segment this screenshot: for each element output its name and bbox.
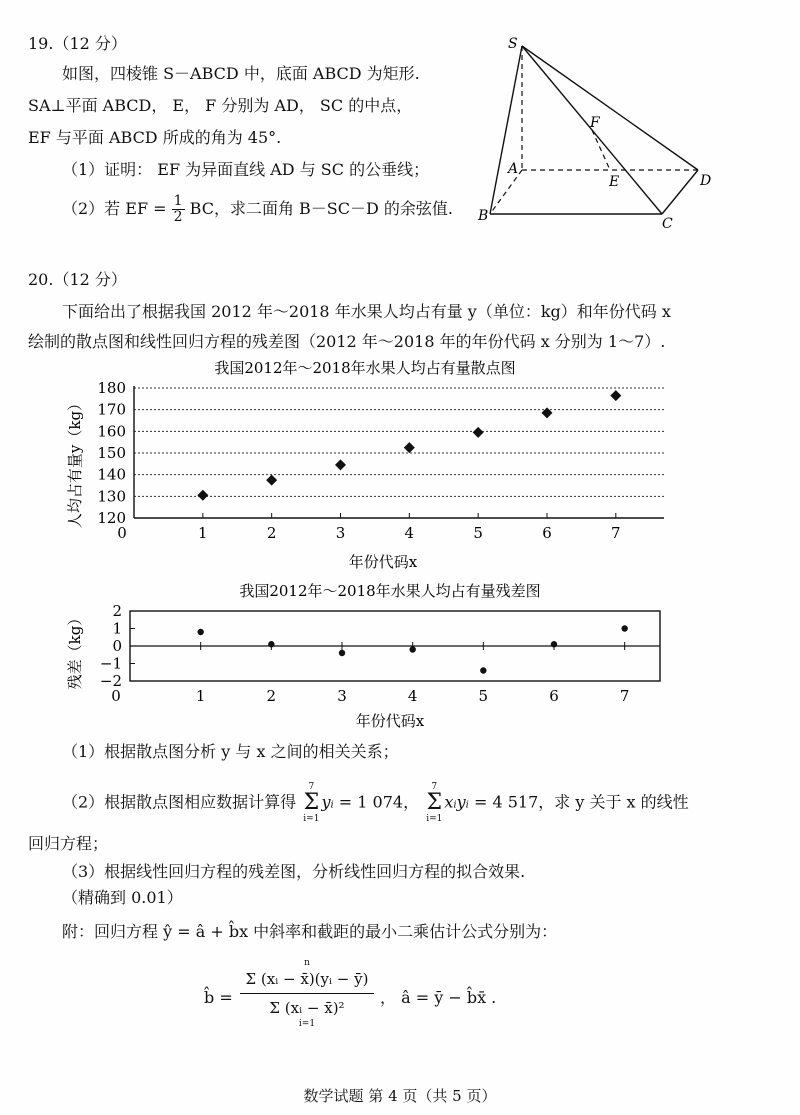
residual-point — [339, 650, 345, 656]
y-tick-label: 160 — [97, 422, 126, 441]
formula-b-hat: b̂ = — [204, 988, 233, 1007]
label-F: F — [590, 115, 600, 131]
formula-numerator: Σ (xᵢ − x̄)(yᵢ − ȳ) — [240, 968, 374, 994]
appendix-text: 附：回归方程 ŷ = â + b̂x 中斜率和截距的最小二乘估计公式分别为： — [62, 922, 558, 941]
x-tick-label: 5 — [473, 524, 483, 542]
y-tick-label: 170 — [97, 400, 126, 419]
formula-num-upper-limit: n — [304, 958, 310, 968]
scatter-x-axis-label: 年份代码x — [348, 553, 418, 571]
q20-part2-continued: 回归方程； — [28, 834, 109, 853]
data-point — [335, 459, 346, 470]
residual-chart-title: 我国2012年～2018年水果人均占有量残差图 — [239, 582, 541, 600]
residual-point — [621, 625, 627, 631]
q19-line1: 如图，四棱锥 S－ABCD 中，底面 ABCD 为矩形. — [62, 64, 420, 83]
q20-part2 — [62, 782, 689, 824]
residual-point — [268, 641, 274, 647]
q19-line3: EF 与平面 ABCD 所成的角为 45°. — [28, 128, 282, 147]
label-E: E — [609, 174, 620, 190]
fraction-numerator: 1 — [173, 193, 183, 209]
question-20-number: 20.（12 分） — [28, 270, 127, 289]
sum-symbol: 7 Σ i=1 — [426, 782, 443, 824]
scatter-chart-title: 我国2012年～2018年水果人均占有量散点图 — [214, 359, 516, 377]
residual-point — [551, 641, 557, 647]
formula-fraction — [240, 958, 374, 1029]
x-tick-label: 3 — [335, 524, 346, 542]
sum-upper-limit: 7 — [308, 782, 315, 792]
residual-point — [197, 629, 203, 635]
residual-point — [409, 646, 415, 652]
sum-xy-value: = 4 517，求 y 关于 x 的线性 — [473, 792, 689, 812]
q19-part2-pre: （2）若 EF = — [62, 199, 167, 218]
sum-upper-limit: 7 — [431, 782, 438, 792]
scatter-y-axis-label: 人均占有量y（kg） — [66, 395, 84, 529]
sum-lower-limit: i=1 — [426, 814, 443, 824]
x-tick-label: 6 — [549, 687, 559, 705]
sum-lower-limit: i=1 — [303, 814, 320, 824]
q19-line2: SA⊥平面 ABCD， E， F 分别为 AD， SC 的中点， — [28, 96, 413, 115]
data-point — [541, 407, 552, 418]
residual-y-axis-label: 残差（kg） — [66, 610, 84, 690]
x-tick-label: 4 — [404, 524, 415, 542]
q20-intro2: 绘制的散点图和线性回归方程的残差图（2012 年～2018 年的年份代码 x 分别为 1～7）. — [28, 332, 666, 351]
pyramid-figure — [472, 30, 722, 235]
page-footer: 数学试题 第 4 页（共 5 页） — [303, 1087, 497, 1105]
x-tick-label: 2 — [266, 524, 277, 542]
y-tick-label: 150 — [97, 444, 126, 462]
sum-term-xy: xᵢyᵢ — [444, 792, 469, 812]
x-tick-label: 0 — [111, 687, 121, 705]
sum-term-y: yᵢ — [321, 792, 334, 812]
y-tick-label: 0 — [112, 637, 122, 655]
data-point — [610, 390, 621, 401]
q19-part1: （1）证明： EF 为异面直线 AD 与 SC 的公垂线； — [62, 160, 430, 179]
y-tick-label: −1 — [99, 654, 122, 673]
q19-part2 — [62, 194, 453, 225]
q20-part3: （3）根据线性回归方程的残差图，分析线性回归方程的拟合效果. — [62, 862, 526, 881]
scatter-chart — [60, 355, 680, 575]
formula-den-lower-limit: i=1 — [298, 1019, 316, 1029]
label-C: C — [662, 216, 673, 232]
label-B: B — [478, 208, 489, 224]
x-tick-label: 2 — [266, 687, 277, 705]
residual-chart — [60, 578, 680, 738]
y-tick-label: −2 — [99, 672, 122, 690]
x-tick-label: 1 — [198, 524, 208, 542]
q20-intro1: 下面给出了根据我国 2012 年～2018 年水果人均占有量 y（单位：kg）和年份代码 x — [62, 302, 671, 321]
data-point — [473, 427, 484, 438]
y-tick-label: 180 — [97, 379, 126, 397]
x-tick-label: 3 — [337, 687, 347, 705]
sum-symbol: 7 Σ i=1 — [303, 782, 320, 824]
question-19-number: 19.（12 分） — [28, 34, 127, 53]
y-tick-label: 120 — [97, 509, 126, 527]
sum-y-value: = 1 074， — [338, 792, 420, 812]
x-tick-label: 6 — [542, 524, 552, 542]
residual-x-axis-label: 年份代码x — [355, 712, 425, 730]
label-S: S — [508, 36, 518, 52]
label-A: A — [508, 161, 519, 177]
y-tick-label: 1 — [112, 619, 122, 638]
x-tick-label: 5 — [478, 687, 489, 705]
x-tick-label: 1 — [195, 687, 206, 705]
x-tick-label: 4 — [407, 687, 418, 705]
x-tick-label: 7 — [611, 524, 621, 542]
x-tick-label: 0 — [117, 524, 127, 542]
data-point — [266, 475, 277, 486]
q20-part2-pre: （2）根据散点图相应数据计算得 — [62, 792, 297, 812]
q19-part2-post: BC，求二面角 B－SC－D 的余弦值. — [189, 199, 454, 218]
residual-point — [480, 667, 486, 673]
x-tick-label: 7 — [619, 687, 630, 705]
data-point — [197, 490, 208, 501]
y-tick-label: 2 — [112, 602, 122, 620]
y-tick-label: 130 — [97, 487, 126, 506]
label-D: D — [700, 173, 712, 189]
q20-part1: （1）根据散点图分析 y 与 x 之间的相关关系； — [62, 742, 399, 761]
precision-note: （精确到 0.01） — [62, 888, 183, 907]
y-tick-label: 140 — [97, 465, 126, 484]
formula-denominator: Σ (xᵢ − x̄)² — [269, 999, 345, 1017]
data-point — [404, 442, 415, 453]
fraction-one-half — [172, 194, 185, 225]
formula-a-hat: ， â = ȳ − b̂x̄ . — [380, 988, 497, 1007]
fraction-denominator: 2 — [173, 209, 183, 225]
